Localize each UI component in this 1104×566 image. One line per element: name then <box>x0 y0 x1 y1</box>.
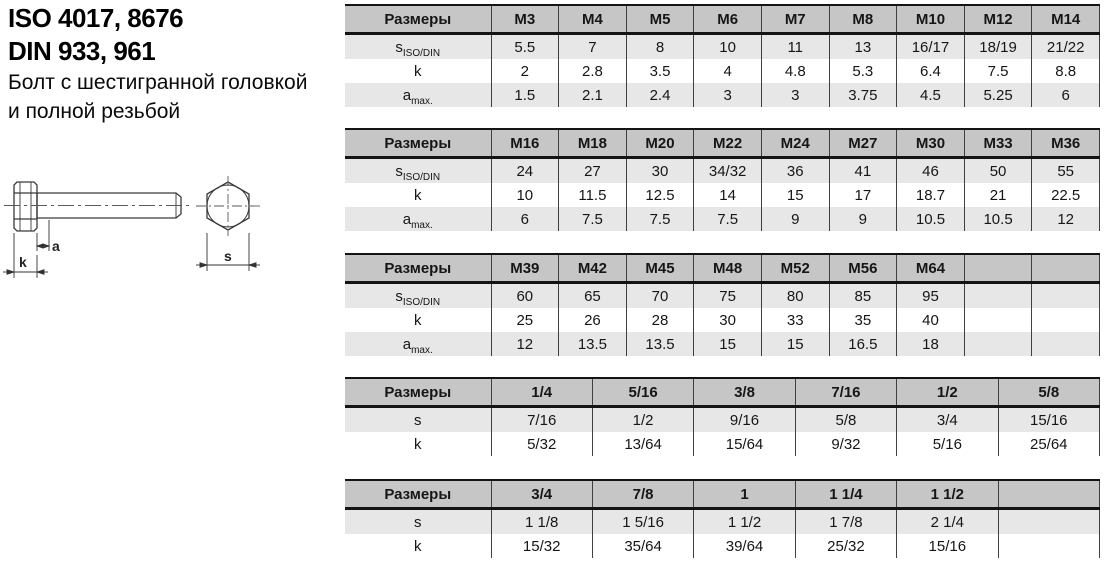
end-view-centerlines <box>196 176 260 236</box>
cell-value: 3 <box>761 83 829 107</box>
cell-value: 2 <box>491 59 559 83</box>
cell-value <box>1032 332 1100 356</box>
column-header: M10 <box>897 5 965 34</box>
cell-value: 18.7 <box>897 183 965 207</box>
cell-value: 70 <box>626 283 694 309</box>
column-header: M8 <box>829 5 897 34</box>
column-header: M6 <box>694 5 762 34</box>
din-standard-title: DIN 933, 961 <box>8 36 156 66</box>
row-label: k <box>345 59 491 83</box>
column-header: M56 <box>829 254 897 283</box>
cell-value: 46 <box>897 158 965 184</box>
cell-value: 15 <box>761 183 829 207</box>
title-block <box>8 2 343 126</box>
cell-value: 7.5 <box>559 207 627 231</box>
dimensions-table-1 <box>345 4 1100 107</box>
cell-value: 4 <box>694 59 762 83</box>
cell-value: 15/16 <box>998 407 1099 433</box>
cell-value: 35/64 <box>592 534 693 558</box>
row-label: s <box>345 509 491 535</box>
cell-value: 9 <box>829 207 897 231</box>
cell-value: 8.8 <box>1032 59 1100 83</box>
description-line-1: Болт с шестигранной головкой <box>8 71 308 94</box>
cell-value: 15 <box>761 332 829 356</box>
cell-value: 7.5 <box>964 59 1032 83</box>
table-corner-label: Размеры <box>345 129 491 158</box>
column-header: 5/8 <box>998 378 1099 407</box>
column-header: M33 <box>964 129 1032 158</box>
cell-value: 2.4 <box>626 83 694 107</box>
cell-value: 33 <box>761 308 829 332</box>
cell-value: 28 <box>626 308 694 332</box>
column-header: M45 <box>626 254 694 283</box>
cell-value: 85 <box>829 283 897 309</box>
cell-value: 15/64 <box>694 432 795 456</box>
cell-value: 11 <box>761 34 829 60</box>
cell-value: 5.5 <box>491 34 559 60</box>
row-label: k <box>345 308 491 332</box>
row-label: $a_{max.}$ <box>345 332 491 356</box>
column-header <box>964 254 1032 283</box>
cell-value: 40 <box>897 308 965 332</box>
cell-value <box>964 332 1032 356</box>
row-label: s <box>345 407 491 433</box>
column-header: 5/16 <box>592 378 693 407</box>
iso-standard-title: ISO 4017, 8676 <box>8 3 184 33</box>
cell-value: 12 <box>1032 207 1100 231</box>
cell-value: 24 <box>491 158 559 184</box>
column-header: M7 <box>761 5 829 34</box>
column-header: M64 <box>897 254 965 283</box>
cell-value: 50 <box>964 158 1032 184</box>
cell-value: 12.5 <box>626 183 694 207</box>
cell-value: 1/2 <box>592 407 693 433</box>
cell-value: 55 <box>1032 158 1100 184</box>
cell-value: 6 <box>491 207 559 231</box>
column-header: M14 <box>1032 5 1100 34</box>
cell-value: 34/32 <box>694 158 762 184</box>
cell-value: 6 <box>1032 83 1100 107</box>
column-header: M52 <box>761 254 829 283</box>
cell-value: 9/32 <box>795 432 896 456</box>
column-header: 7/16 <box>795 378 896 407</box>
row-label: k <box>345 183 491 207</box>
cell-value: 5.25 <box>964 83 1032 107</box>
dimensions-table-5 <box>345 479 1100 558</box>
cell-value: 30 <box>694 308 762 332</box>
column-header: M18 <box>559 129 627 158</box>
cell-value <box>1032 308 1100 332</box>
cell-value: 2.1 <box>559 83 627 107</box>
cell-value: 10 <box>694 34 762 60</box>
cell-value <box>964 308 1032 332</box>
row-label: $s_{ISO/DIN}$ <box>345 283 491 309</box>
cell-value: 16.5 <box>829 332 897 356</box>
cell-value: 3/4 <box>897 407 998 433</box>
cell-value: 25/64 <box>998 432 1099 456</box>
column-header: M20 <box>626 129 694 158</box>
cell-value: 1 1/8 <box>491 509 592 535</box>
column-header: 7/8 <box>592 480 693 509</box>
cell-value: 11.5 <box>559 183 627 207</box>
cell-value: 5/16 <box>897 432 998 456</box>
dimension-a-label: a <box>52 238 60 254</box>
cell-value: 7/16 <box>491 407 592 433</box>
cell-value: 7 <box>559 34 627 60</box>
column-header: M42 <box>559 254 627 283</box>
description-line-2: и полной резьбой <box>8 100 181 123</box>
row-label: $a_{max.}$ <box>345 207 491 231</box>
cell-value: 1 7/8 <box>795 509 896 535</box>
cell-value: 9 <box>761 207 829 231</box>
cell-value: 25 <box>491 308 559 332</box>
cell-value: 2.8 <box>559 59 627 83</box>
column-header: 3/8 <box>694 378 795 407</box>
table-corner-label: Размеры <box>345 5 491 34</box>
table-corner-label: Размеры <box>345 254 491 283</box>
cell-value: 60 <box>491 283 559 309</box>
cell-value: 18/19 <box>964 34 1032 60</box>
column-header: 1/2 <box>897 378 998 407</box>
column-header: 1/4 <box>491 378 592 407</box>
cell-value: 12 <box>491 332 559 356</box>
cell-value: 3 <box>694 83 762 107</box>
cell-value: 4.8 <box>761 59 829 83</box>
cell-value: 10 <box>491 183 559 207</box>
cell-value: 41 <box>829 158 897 184</box>
row-label: k <box>345 432 491 456</box>
cell-value: 15/32 <box>491 534 592 558</box>
cell-value: 18 <box>897 332 965 356</box>
cell-value: 65 <box>559 283 627 309</box>
cell-value: 95 <box>897 283 965 309</box>
column-header: M22 <box>694 129 762 158</box>
bolt-drawing <box>0 165 290 315</box>
cell-value: 25/32 <box>795 534 896 558</box>
row-label: $a_{max.}$ <box>345 83 491 107</box>
cell-value: 30 <box>626 158 694 184</box>
cell-value: 27 <box>559 158 627 184</box>
cell-value: 2 1/4 <box>897 509 998 535</box>
cell-value: 4.5 <box>897 83 965 107</box>
cell-value: 15/16 <box>897 534 998 558</box>
cell-value <box>998 509 1099 535</box>
column-header: M30 <box>897 129 965 158</box>
column-header <box>1032 254 1100 283</box>
cell-value: 10.5 <box>964 207 1032 231</box>
cell-value: 3.75 <box>829 83 897 107</box>
column-header: M16 <box>491 129 559 158</box>
column-header: M27 <box>829 129 897 158</box>
cell-value: 1.5 <box>491 83 559 107</box>
cell-value: 3.5 <box>626 59 694 83</box>
cell-value: 6.4 <box>897 59 965 83</box>
column-header: 1 <box>694 480 795 509</box>
cell-value: 9/16 <box>694 407 795 433</box>
cell-value: 1 1/2 <box>694 509 795 535</box>
cell-value: 13/64 <box>592 432 693 456</box>
column-header: M39 <box>491 254 559 283</box>
cell-value: 14 <box>694 183 762 207</box>
column-header: M3 <box>491 5 559 34</box>
cell-value <box>964 283 1032 309</box>
cell-value: 21/22 <box>1032 34 1100 60</box>
cell-value: 1 5/16 <box>592 509 693 535</box>
dimension-k-label: k <box>19 254 27 270</box>
cell-value: 8 <box>626 34 694 60</box>
column-header: M5 <box>626 5 694 34</box>
column-header: M4 <box>559 5 627 34</box>
table-corner-label: Размеры <box>345 378 491 407</box>
row-label: $s_{ISO/DIN}$ <box>345 34 491 60</box>
row-label: $s_{ISO/DIN}$ <box>345 158 491 184</box>
cell-value <box>998 534 1099 558</box>
dimensions-table-3 <box>345 253 1100 356</box>
cell-value: 17 <box>829 183 897 207</box>
column-header: 1 1/2 <box>897 480 998 509</box>
cell-value: 22.5 <box>1032 183 1100 207</box>
cell-value: 39/64 <box>694 534 795 558</box>
table-corner-label: Размеры <box>345 480 491 509</box>
cell-value: 36 <box>761 158 829 184</box>
column-header: M24 <box>761 129 829 158</box>
cell-value: 13 <box>829 34 897 60</box>
cell-value: 13.5 <box>559 332 627 356</box>
dimension-a <box>37 220 49 251</box>
cell-value: 15 <box>694 332 762 356</box>
cell-value: 10.5 <box>897 207 965 231</box>
column-header: 3/4 <box>491 480 592 509</box>
cell-value: 7.5 <box>626 207 694 231</box>
cell-value: 21 <box>964 183 1032 207</box>
column-header: M48 <box>694 254 762 283</box>
bolt-side-view <box>14 182 181 231</box>
column-header: 1 1/4 <box>795 480 896 509</box>
cell-value <box>1032 283 1100 309</box>
cell-value: 75 <box>694 283 762 309</box>
column-header: M12 <box>964 5 1032 34</box>
cell-value: 5/32 <box>491 432 592 456</box>
cell-value: 5.3 <box>829 59 897 83</box>
dimensions-table-4 <box>345 377 1100 456</box>
cell-value: 35 <box>829 308 897 332</box>
dimension-s-label: s <box>224 248 232 264</box>
column-header: M36 <box>1032 129 1100 158</box>
cell-value: 26 <box>559 308 627 332</box>
cell-value: 80 <box>761 283 829 309</box>
dimensions-table-2 <box>345 128 1100 231</box>
cell-value: 13.5 <box>626 332 694 356</box>
row-label: k <box>345 534 491 558</box>
cell-value: 16/17 <box>897 34 965 60</box>
cell-value: 7.5 <box>694 207 762 231</box>
cell-value: 5/8 <box>795 407 896 433</box>
column-header <box>998 480 1099 509</box>
